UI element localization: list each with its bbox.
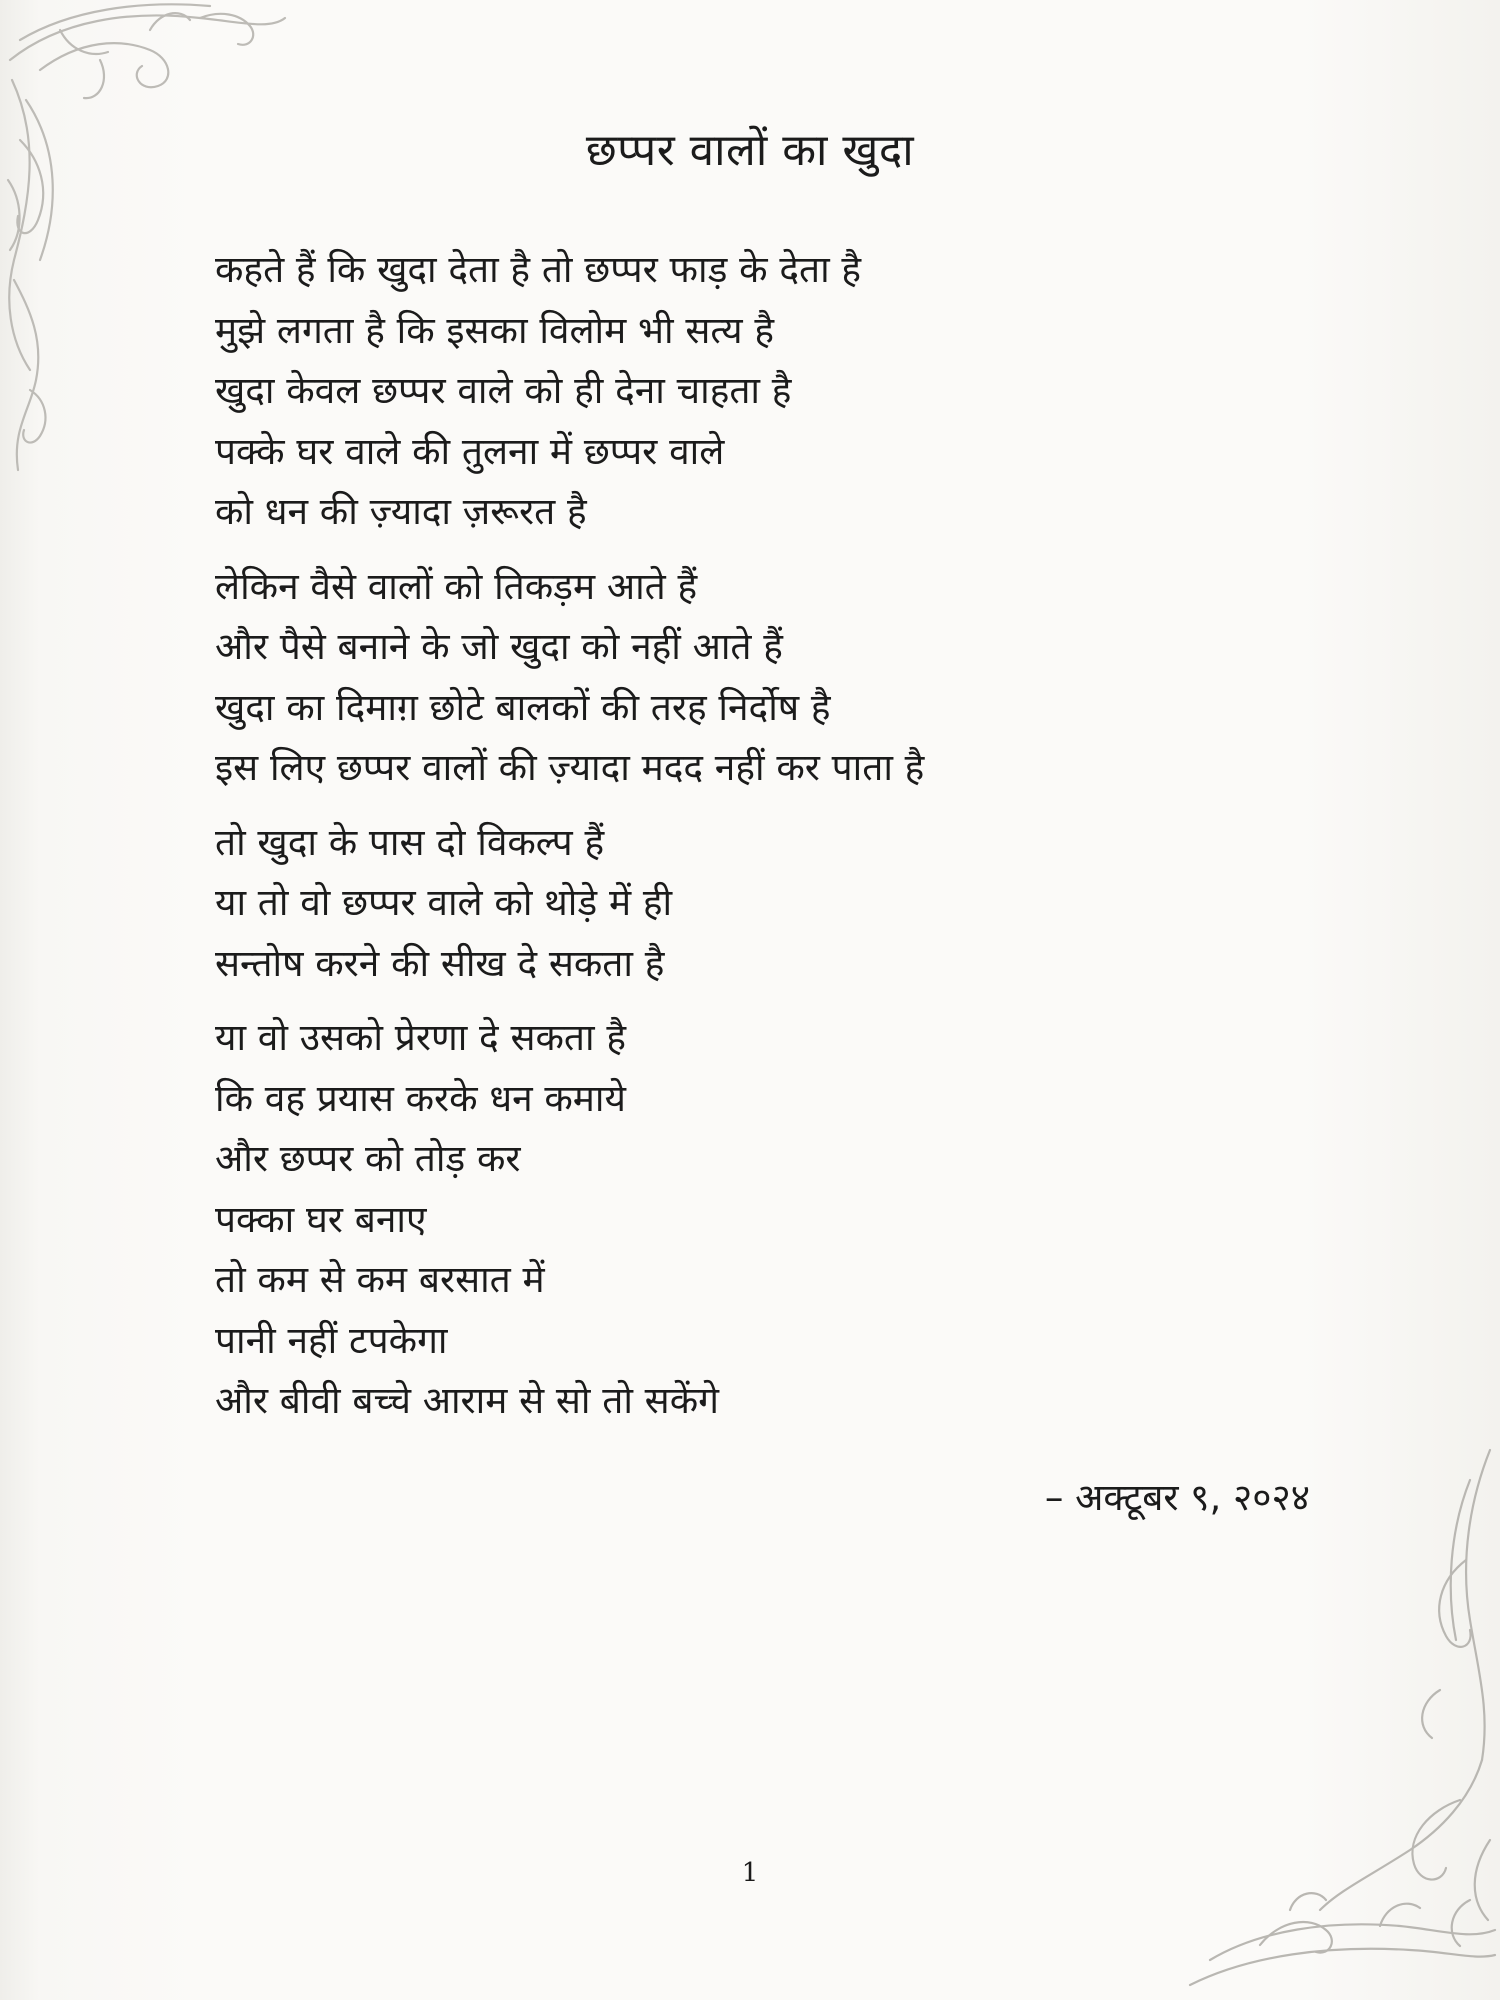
poem-line: और पैसे बनाने के जो खुदा को नहीं आते हैं <box>215 625 783 668</box>
poem-line: पानी नहीं टपकेगा <box>215 1318 448 1362</box>
poem-date: – अक्टूबर ९, २०२४ <box>1044 1476 1310 1519</box>
poem-line: या तो वो छप्पर वाले को थोड़े में ही <box>215 881 673 924</box>
poem-line: या वो उसको प्रेरणा दे सकता है <box>215 1016 626 1059</box>
poem-line: पक्के घर वाले की तुलना में छप्पर वाले <box>215 429 725 473</box>
poem-body <box>215 240 1315 1446</box>
poem-line: खुदा का दिमाग़ छोटे बालकों की तरह निर्दोष है <box>215 685 831 729</box>
stanza <box>215 813 1315 995</box>
poem-line: को धन की ज़्यादा ज़रूरत है <box>215 490 587 533</box>
poem-line: तो खुदा के पास दो विकल्प हैं <box>215 820 605 864</box>
poem-title: छप्पर वालों का खुदा <box>585 125 915 176</box>
floral-ornament-bottom-right <box>1170 1440 1500 2000</box>
poem-line: मुझे लगता है कि इसका विलोम भी सत्य है <box>215 308 774 352</box>
poem-line: तो कम से कम बरसात में <box>215 1258 545 1301</box>
poem-line: सन्तोष करने की सीख दे सकता है <box>215 941 665 985</box>
poem-line: और बीवी बच्चे आराम से सो तो सकेंगे <box>215 1379 719 1422</box>
poem-line: और छप्पर को तोड़ कर <box>215 1137 521 1180</box>
poem-line: खुदा केवल छप्पर वाले को ही देना चाहता है <box>215 369 792 412</box>
poem-line: कहते हैं कि खुदा देता है तो छप्पर फाड़ के देता है <box>215 248 862 291</box>
poem-line: कि वह प्रयास करके धन कमाये <box>215 1076 626 1120</box>
page-number: 1 <box>741 1858 759 1888</box>
stanza <box>215 557 1315 799</box>
poem-line: इस लिए छप्पर वालों की ज़्यादा मदद नहीं कर पाता है <box>215 746 925 789</box>
poem-line: लेकिन वैसे वालों को तिकड़म आते हैं <box>215 564 698 608</box>
stanza <box>215 1008 1315 1432</box>
poem-line: पक्का घर बनाए <box>215 1197 427 1241</box>
stanza <box>215 240 1315 543</box>
